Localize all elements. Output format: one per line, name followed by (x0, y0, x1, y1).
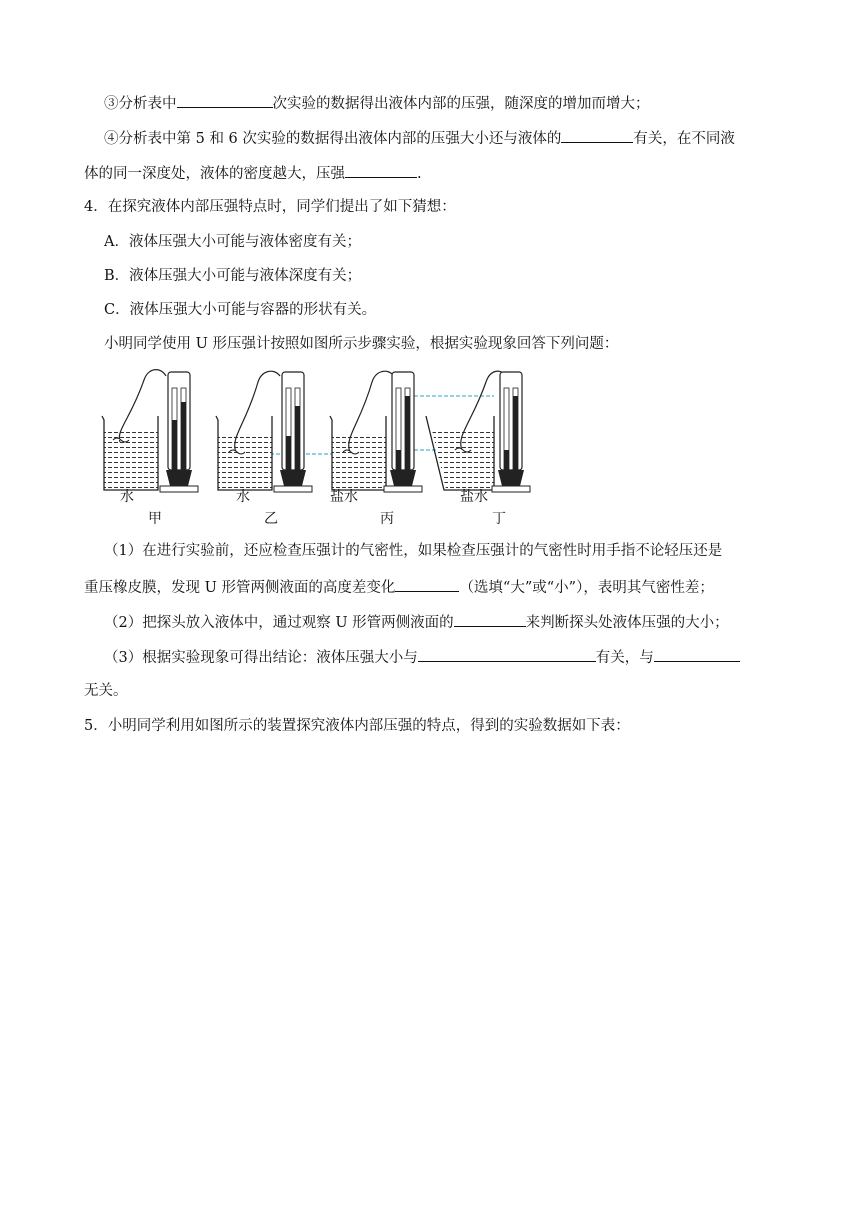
setup-bing (330, 371, 422, 492)
answer-blank[interactable] (561, 127, 633, 143)
q3-item3: ③分析表中 次实验的数据得出液体内部的压强，随深度的增加而增大； (104, 92, 650, 114)
answer-blank[interactable] (395, 576, 459, 592)
setup-jia (102, 370, 198, 492)
q5-stem: 5．小明同学利用如图所示的装置探究液体内部压强的特点，得到的实验数据如下表： (84, 718, 630, 734)
setup-yi (216, 371, 312, 492)
item4-marker: ④ (104, 131, 119, 147)
q4-sub2: （2）把探头放入液体中，通过观察 U 形管两侧液面的 来判断探头处液体压强的大小； (104, 611, 729, 633)
figure-label-jia: 甲 (148, 511, 162, 527)
liquid-label-bing: 盐水 (330, 489, 358, 505)
answer-blank[interactable] (654, 646, 740, 662)
q4-sub1: （1）在进行实验前，还应检查压强计的气密性，如果检查压强计的气密性时用手指不论轻压还是 (104, 543, 723, 559)
q4-sub3-cont: 无关。 (84, 683, 128, 699)
question-number: 5． (84, 718, 108, 734)
option-b: B．液体压强大小可能与液体深度有关； (104, 268, 362, 284)
question-number: 4． (84, 199, 108, 215)
q4-sub3: （3）根据实验现象可得出结论：液体压强大小与 有关，与 (104, 646, 740, 668)
liquid-label-jia: 水 (120, 489, 134, 505)
figure-label-ding: 丁 (492, 511, 506, 527)
liquid-label-yi: 水 (236, 489, 250, 505)
figure-label-bing: 丙 (380, 511, 394, 527)
liquid-label-ding: 盐水 (460, 489, 488, 505)
option-c: C．液体压强大小可能与容器的形状有关。 (104, 302, 377, 318)
u-tube-manometer-diagram (96, 360, 544, 532)
q3-item4-cont: 体的同一深度处，液体的密度越大，压强 . (84, 162, 422, 184)
answer-blank[interactable] (454, 611, 526, 627)
option-a: A．液体压强大小可能与液体密度有关； (104, 234, 361, 250)
figure-label-yi: 乙 (264, 511, 278, 527)
q4-stem: 4．在探究液体内部压强特点时，同学们提出了如下猜想： (84, 199, 456, 215)
pressure-gauge-figure (96, 360, 544, 532)
setup-ding (426, 371, 530, 492)
answer-blank[interactable] (177, 92, 273, 108)
q4-setup: 小明同学使用 U 形压强计按照如图所示步骤实验，根据实验现象回答下列问题： (104, 336, 619, 352)
answer-blank[interactable] (345, 162, 417, 178)
q4-sub1-cont: 重压橡皮膜，发现 U 形管两侧液面的高度差变化 （选填“大”或“小”），表明其气密性差； (84, 576, 714, 598)
item3-marker: ③ (104, 96, 119, 112)
q3-item4: ④分析表中第 5 和 6 次实验的数据得出液体内部的压强大小还与液体的 有关，在不同液 (104, 127, 735, 149)
answer-blank[interactable] (418, 646, 596, 662)
